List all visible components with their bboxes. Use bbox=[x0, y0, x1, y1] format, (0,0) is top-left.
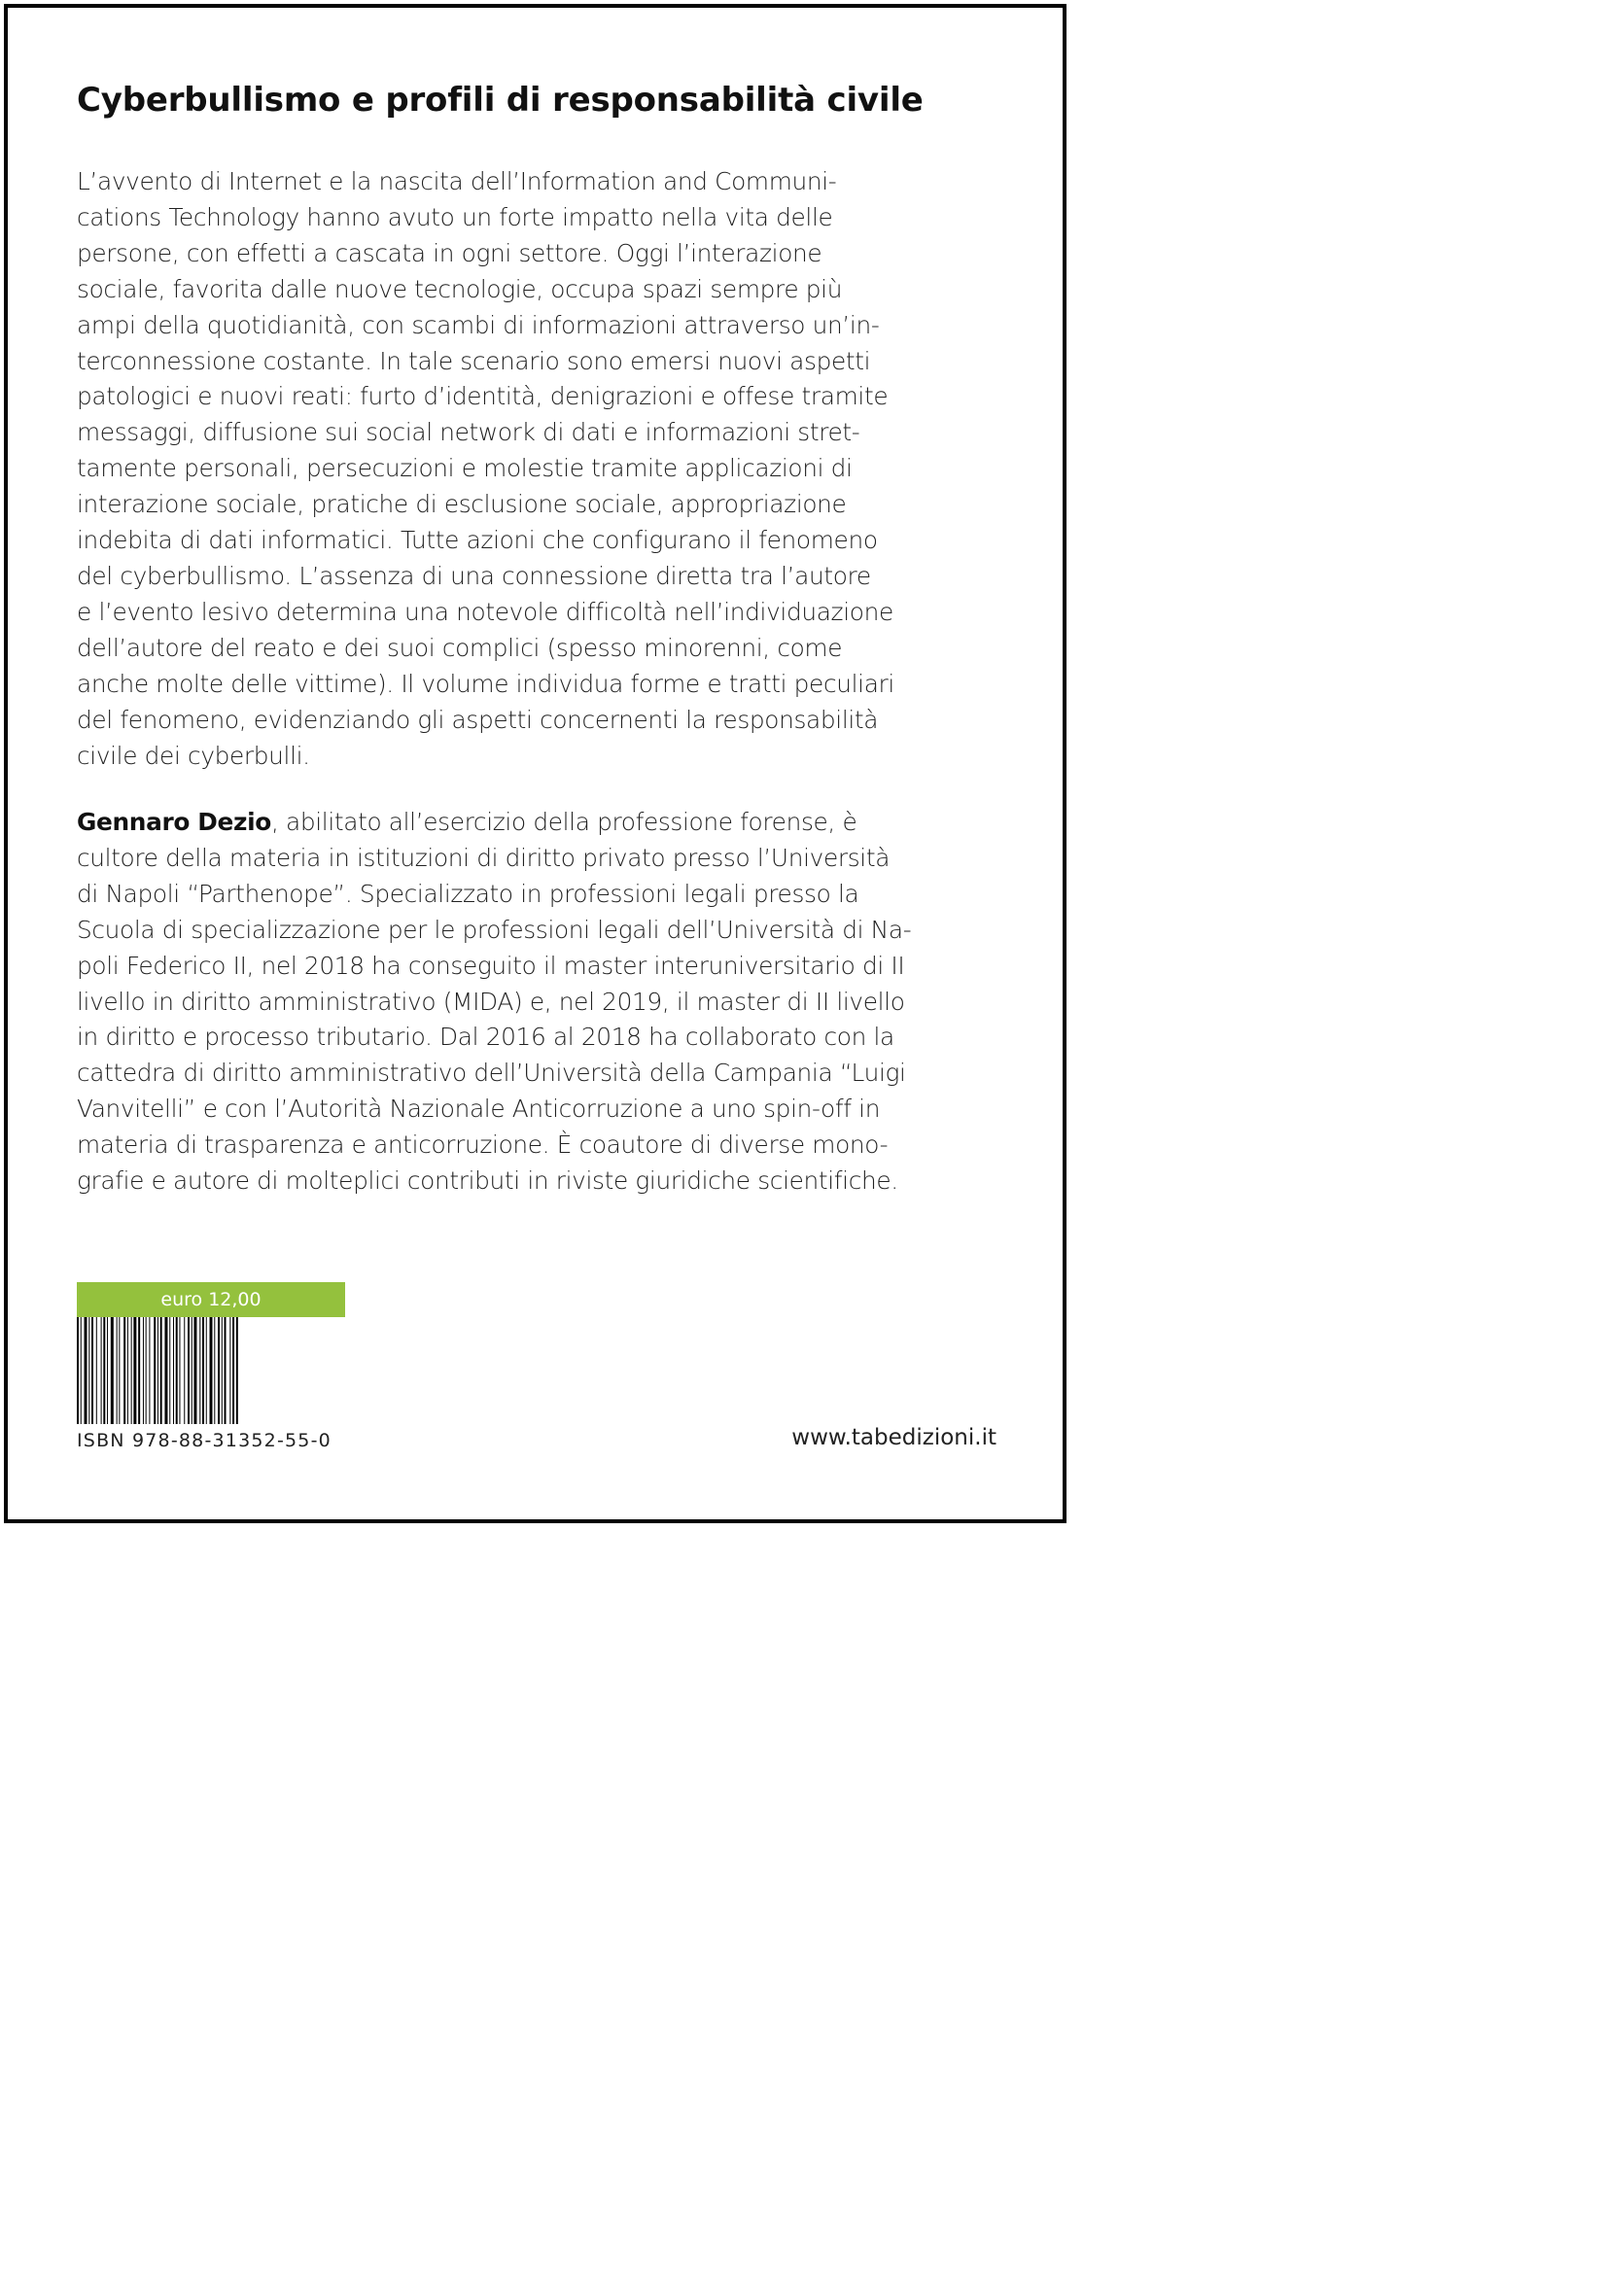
bio-line bbox=[77, 805, 1010, 841]
author-name: Gennaro Dezio bbox=[77, 808, 271, 836]
abstract-line: anche molte delle vittime). Il volume individua forme e tratti peculiari bbox=[77, 669, 894, 698]
bio-line: materia di trasparenza e anticorruzione. È coautore di diverse mono- bbox=[77, 1131, 889, 1160]
author-bio bbox=[77, 805, 1010, 1200]
bio-line: in diritto e processo tributario. Dal 2016 al 2018 ha collaborato con la bbox=[77, 1023, 894, 1052]
abstract-line: messaggi, diffusione sui social network di dati e informazioni stret- bbox=[77, 418, 860, 447]
bio-line: poli Federico II, nel 2018 ha conseguito il master interuniversitario di II bbox=[77, 951, 905, 980]
bio-first-line-rest: , abilitato all’esercizio della professione forense, è bbox=[270, 808, 857, 836]
publisher-website: www.tabedizioni.it bbox=[791, 1425, 996, 1450]
abstract-line: dell’autore del reato e dei suoi complici (spesso minorenni, come bbox=[77, 633, 843, 662]
bio-line: livello in diritto amministrativo (MIDA) e, nel 2019, il master di II livello bbox=[77, 987, 905, 1016]
bio-line: di Napoli “Parthenope”. Specializzato in professioni legali presso la bbox=[77, 879, 859, 908]
abstract-line: ampi della quotidianità, con scambi di informazioni attraverso un’in- bbox=[77, 310, 880, 339]
abstract-line: e l’evento lesivo determina una notevole difficoltà nell’individuazione bbox=[77, 597, 893, 626]
abstract-line: persone, con effetti a cascata in ogni settore. Oggi l’interazione bbox=[77, 238, 822, 267]
abstract-line: sociale, favorita dalle nuove tecnologie, occupa spazi sempre più bbox=[77, 274, 843, 303]
abstract-line: del fenomeno, evidenziando gli aspetti concernenti la responsabilità bbox=[77, 705, 879, 734]
abstract-line: interazione sociale, pratiche di esclusione sociale, appropriazione bbox=[77, 490, 847, 519]
abstract-line: del cyberbullismo. L’assenza di una connessione diretta tra l’autore bbox=[77, 561, 871, 590]
isbn-number: ISBN 978-88-31352-55-0 bbox=[77, 1430, 332, 1451]
abstract-line: civile dei cyberbulli. bbox=[77, 741, 310, 770]
bio-line: cultore della materia in istituzioni di diritto privato presso l’Università bbox=[77, 843, 891, 872]
abstract-line: patologici e nuovi reati: furto d’identità, denigrazioni e offese tramite bbox=[77, 382, 889, 411]
abstract-line: cations Technology hanno avuto un forte impatto nella vita delle bbox=[77, 202, 833, 231]
bio-line: grafie e autore di molteplici contributi in riviste giuridiche scientifiche. bbox=[77, 1166, 898, 1196]
book-title: Cyberbullismo e profili di responsabilità civile bbox=[77, 81, 924, 120]
price-label: euro 12,00 bbox=[77, 1282, 345, 1317]
abstract-line: L’avvento di Internet e la nascita dell’Information and Communi- bbox=[77, 167, 837, 195]
abstract-line: tamente personali, persecuzioni e molestie tramite applicazioni di bbox=[77, 454, 853, 483]
abstract-line: indebita di dati informatici. Tutte azioni che configurano il fenomeno bbox=[77, 526, 878, 555]
barcode bbox=[77, 1317, 345, 1424]
abstract-line: terconnessione costante. In tale scenario sono emersi nuovi aspetti bbox=[77, 346, 871, 375]
bio-line: Scuola di specializzazione per le professioni legali dell’Università di Na- bbox=[77, 915, 912, 944]
bio-line: cattedra di diritto amministrativo dell’Università della Campania “Luigi bbox=[77, 1059, 906, 1088]
book-abstract bbox=[77, 164, 1010, 774]
bio-line: Vanvitelli” e con l’Autorità Nazionale Anticorruzione a uno spin-off in bbox=[77, 1095, 881, 1124]
